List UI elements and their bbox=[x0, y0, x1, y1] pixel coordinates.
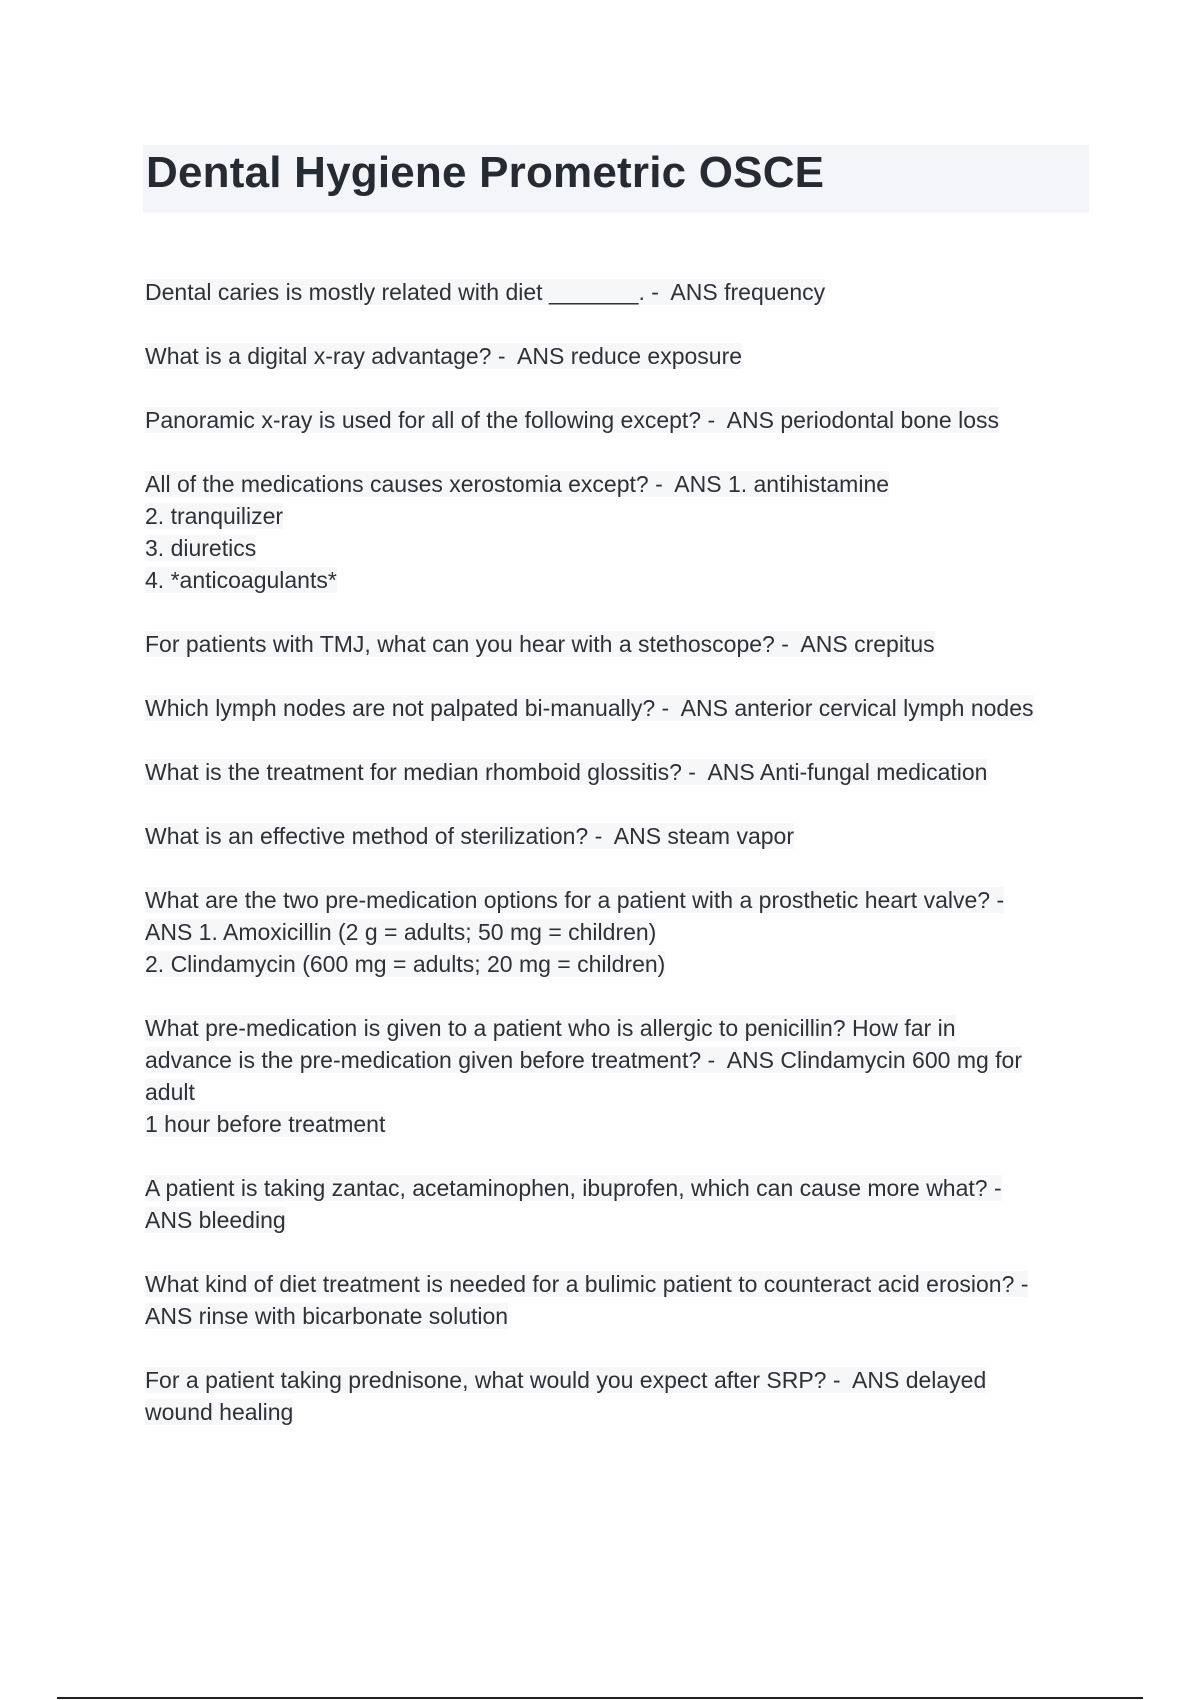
qa-line-text: What is a digital x-ray advantage? - ANS reduce exposure bbox=[145, 343, 743, 369]
qa-line-text: What kind of diet treatment is needed for a bulimic patient to counteract acid erosion? - bbox=[145, 1271, 1029, 1297]
qa-line bbox=[145, 500, 1095, 532]
qa-line-text: For patients with TMJ, what can you hear with a stethoscope? - ANS crepitus bbox=[145, 631, 935, 657]
footer-divider bbox=[57, 1697, 1143, 1699]
qa-line bbox=[145, 916, 1095, 948]
qa-item bbox=[145, 1364, 1095, 1428]
qa-line-text: 2. tranquilizer bbox=[145, 503, 284, 529]
qa-line-text: What is the treatment for median rhomboid glossitis? - ANS Anti-fungal medication bbox=[145, 759, 988, 785]
qa-line-text: For a patient taking prednisone, what would you expect after SRP? - ANS delayed bbox=[145, 1367, 987, 1393]
qa-line-text: adult bbox=[145, 1079, 195, 1105]
qa-line bbox=[145, 1012, 1095, 1044]
qa-item bbox=[145, 1268, 1095, 1332]
qa-line-text: What pre-medication is given to a patient who is allergic to penicillin? How far in bbox=[145, 1015, 956, 1041]
qa-list bbox=[145, 276, 1095, 1460]
qa-line bbox=[145, 1172, 1095, 1204]
qa-line bbox=[145, 276, 1095, 308]
qa-line bbox=[145, 1044, 1095, 1076]
qa-line-text: What are the two pre-medication options for a patient with a prosthetic heart valve? - bbox=[145, 887, 1005, 913]
qa-item bbox=[145, 692, 1095, 724]
qa-item bbox=[145, 820, 1095, 852]
qa-item bbox=[145, 628, 1095, 660]
qa-item bbox=[145, 884, 1095, 980]
qa-line bbox=[145, 340, 1095, 372]
qa-line bbox=[145, 692, 1095, 724]
qa-line-text: 2. Clindamycin (600 mg = adults; 20 mg = children) bbox=[145, 951, 666, 977]
qa-line-text: 1 hour before treatment bbox=[145, 1111, 386, 1137]
qa-line-text: All of the medications causes xerostomia except? - ANS 1. antihistamine bbox=[145, 471, 890, 497]
qa-item bbox=[145, 756, 1095, 788]
qa-item bbox=[145, 340, 1095, 372]
qa-line bbox=[145, 1396, 1095, 1428]
qa-line-text: ANS bleeding bbox=[145, 1207, 286, 1233]
qa-line-text: advance is the pre-medication given before treatment? - ANS Clindamycin 600 mg for bbox=[145, 1047, 1022, 1073]
qa-line-text: ANS 1. Amoxicillin (2 g = adults; 50 mg = children) bbox=[145, 919, 657, 945]
qa-line-text: ANS rinse with bicarbonate solution bbox=[145, 1303, 509, 1329]
qa-item bbox=[145, 404, 1095, 436]
qa-line bbox=[145, 756, 1095, 788]
qa-item bbox=[145, 468, 1095, 596]
qa-line bbox=[145, 628, 1095, 660]
qa-line-text: A patient is taking zantac, acetaminophen, ibuprofen, which can cause more what? - bbox=[145, 1175, 1002, 1201]
qa-line bbox=[145, 948, 1095, 980]
qa-line bbox=[145, 1364, 1095, 1396]
qa-line-text: 3. diuretics bbox=[145, 535, 257, 561]
qa-line bbox=[145, 564, 1095, 596]
qa-line bbox=[145, 404, 1095, 436]
qa-item bbox=[145, 276, 1095, 308]
qa-line bbox=[145, 1076, 1095, 1108]
qa-line-text: 4. *anticoagulants* bbox=[145, 567, 337, 593]
qa-line bbox=[145, 1204, 1095, 1236]
qa-line bbox=[145, 532, 1095, 564]
qa-line bbox=[145, 820, 1095, 852]
qa-line bbox=[145, 1268, 1095, 1300]
qa-line bbox=[145, 468, 1095, 500]
qa-line-text: wound healing bbox=[145, 1399, 294, 1425]
qa-line-text: Panoramic x-ray is used for all of the following except? - ANS periodontal bone loss bbox=[145, 407, 999, 433]
qa-line-text: Dental caries is mostly related with diet _______. - ANS frequency bbox=[145, 279, 826, 305]
qa-line bbox=[145, 1300, 1095, 1332]
qa-line bbox=[145, 1108, 1095, 1140]
qa-item bbox=[145, 1012, 1095, 1140]
page-title: Dental Hygiene Prometric OSCE bbox=[146, 148, 825, 197]
qa-line bbox=[145, 884, 1095, 916]
qa-line-text: Which lymph nodes are not palpated bi-manually? - ANS anterior cervical lymph nodes bbox=[145, 695, 1034, 721]
qa-line-text: What is an effective method of sterilization? - ANS steam vapor bbox=[145, 823, 794, 849]
qa-item bbox=[145, 1172, 1095, 1236]
